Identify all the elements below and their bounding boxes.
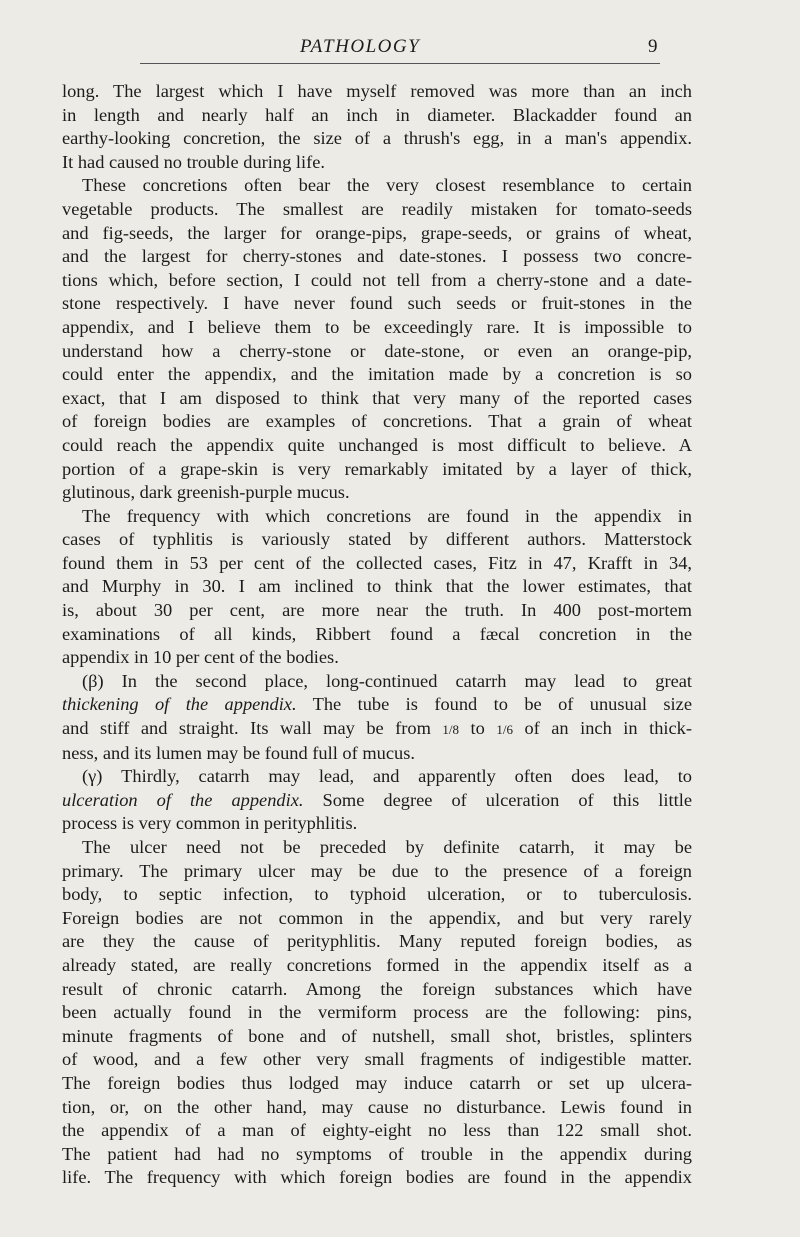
text-line: tion, or, on the other hand, may cause no disturbance. Lewis found in (62, 1096, 692, 1117)
text-span: The tube is found to be of unusual size (296, 694, 692, 715)
text-line: of wood, and a few other very small fragments of indigestible matter. (62, 1049, 692, 1070)
text-line: process is very common in perityphlitis. (62, 813, 358, 834)
text-line: primary. The primary ulcer may be due to the presence of a foreign (62, 860, 692, 881)
text-line: glutinous, dark greenish-purple mucus. (62, 482, 350, 503)
text-line: cases of typhlitis is variously stated by different authors. Matterstock (62, 529, 692, 550)
text-line: long. The largest which I have myself removed was more than an inch (62, 81, 692, 101)
text-line: been actually found in the vermiform process are the following: pins, (62, 1002, 692, 1023)
text-line: could reach the appendix quite unchanged is most difficult to believe. A (62, 434, 692, 455)
text-line: found them in 53 per cent of the collected cases, Fitz in 47, Krafft in 34, (62, 552, 692, 573)
text-line: (β) In the second place, long-continued catarrh may lead to great (82, 670, 692, 691)
text-line: It had caused no trouble during life. (62, 151, 326, 172)
page-number: 9 (648, 36, 658, 57)
text-line: ness, and its lumen may be found full of mucus. (62, 742, 415, 763)
running-title: PATHOLOGY (300, 36, 421, 57)
text-line: appendix in 10 per cent of the bodies. (62, 647, 339, 668)
fraction-one-sixth: 1/6 (496, 722, 513, 738)
text-line: stone respectively. I have never found such seeds or fruit-stones in the (62, 293, 692, 314)
text-span: to (459, 718, 497, 739)
text-line: result of chronic catarrh. Among the foreign substances which have (62, 978, 692, 999)
text-line: The frequency with which concretions are found in the appendix in (82, 505, 692, 526)
text-line: vegetable products. The smallest are readily mistaken for tomato-seeds (62, 198, 692, 219)
text-line: These concretions often bear the very closest resemblance to certain (82, 175, 692, 196)
text-span: and stiff and straight. Its wall may be from (62, 718, 443, 739)
text-line: exact, that I am disposed to think that very many of the reported cases (62, 387, 692, 408)
text-line (62, 789, 692, 813)
text-span: of an inch in thick- (512, 718, 692, 739)
text-line: and fig-seeds, the larger for orange-pips, grape-seeds, or grains of wheat, (62, 222, 692, 243)
text-line: and the largest for cherry-stones and date-stones. I possess two concre- (62, 246, 692, 267)
text-line: Foreign bodies are not common in the appendix, and but very rarely (62, 907, 692, 928)
text-line: body, to septic infection, to typhoid ulceration, or to tuberculosis. (62, 884, 692, 905)
text-line: could enter the appendix, and the imitation made by a concretion is so (62, 364, 692, 385)
text-line: life. The frequency with which foreign bodies are found in the appendix (62, 1167, 692, 1188)
text-line: of foreign bodies are examples of concretions. That a grain of wheat (62, 411, 692, 432)
text-line (62, 717, 692, 742)
text-line: The ulcer need not be preceded by definite catarrh, it may be (82, 837, 692, 857)
text-line: already stated, are really concretions formed in the appendix itself as a (62, 954, 692, 975)
text-line: (γ) Thirdly, catarrh may lead, and apparently often does lead, to (82, 766, 692, 787)
text-line: the appendix of a man of eighty-eight no less than 122 small shot. (62, 1120, 692, 1141)
header-rule (140, 63, 660, 64)
text-line: understand how a cherry-stone or date-stone, or even an orange-pip, (62, 340, 692, 361)
text-line: in length and nearly half an inch in diameter. Blackadder found an (62, 104, 692, 125)
body-text (62, 80, 692, 1190)
text-line: The patient had had no symptoms of trouble in the appendix during (62, 1143, 692, 1164)
text-line: portion of a grape-skin is very remarkably imitated by a layer of thick, (62, 458, 692, 479)
text-line: are they the cause of perityphlitis. Many reputed foreign bodies, as (62, 931, 692, 952)
text-line: appendix, and I believe them to be exceedingly rare. It is impossible to (62, 316, 692, 337)
text-line: minute fragments of bone and of nutshell, small shot, bristles, splinters (62, 1025, 692, 1046)
text-span: Some degree of ulceration of this little (303, 789, 692, 810)
text-line (62, 693, 692, 717)
text-line: examinations of all kinds, Ribbert found a fæcal concretion in the (62, 623, 692, 644)
text-line: and Murphy in 30. I am inclined to think that the lower estimates, that (62, 576, 692, 597)
italic-heading-thickening: thickening of the appendix. (62, 694, 297, 715)
text-line: is, about 30 per cent, are more near the truth. In 400 post-mortem (62, 600, 692, 621)
text-line: earthy-looking concretion, the size of a thrush's egg, in a man's appendix. (62, 128, 692, 149)
fraction-one-eighth: 1/8 (442, 722, 460, 738)
italic-heading-ulceration: ulceration of the appendix. (62, 789, 304, 810)
text-line: The foreign bodies thus lodged may induce catarrh or set up ulcera- (62, 1072, 692, 1093)
text-line: tions which, before section, I could not tell from a cherry-stone and a date- (62, 269, 692, 290)
